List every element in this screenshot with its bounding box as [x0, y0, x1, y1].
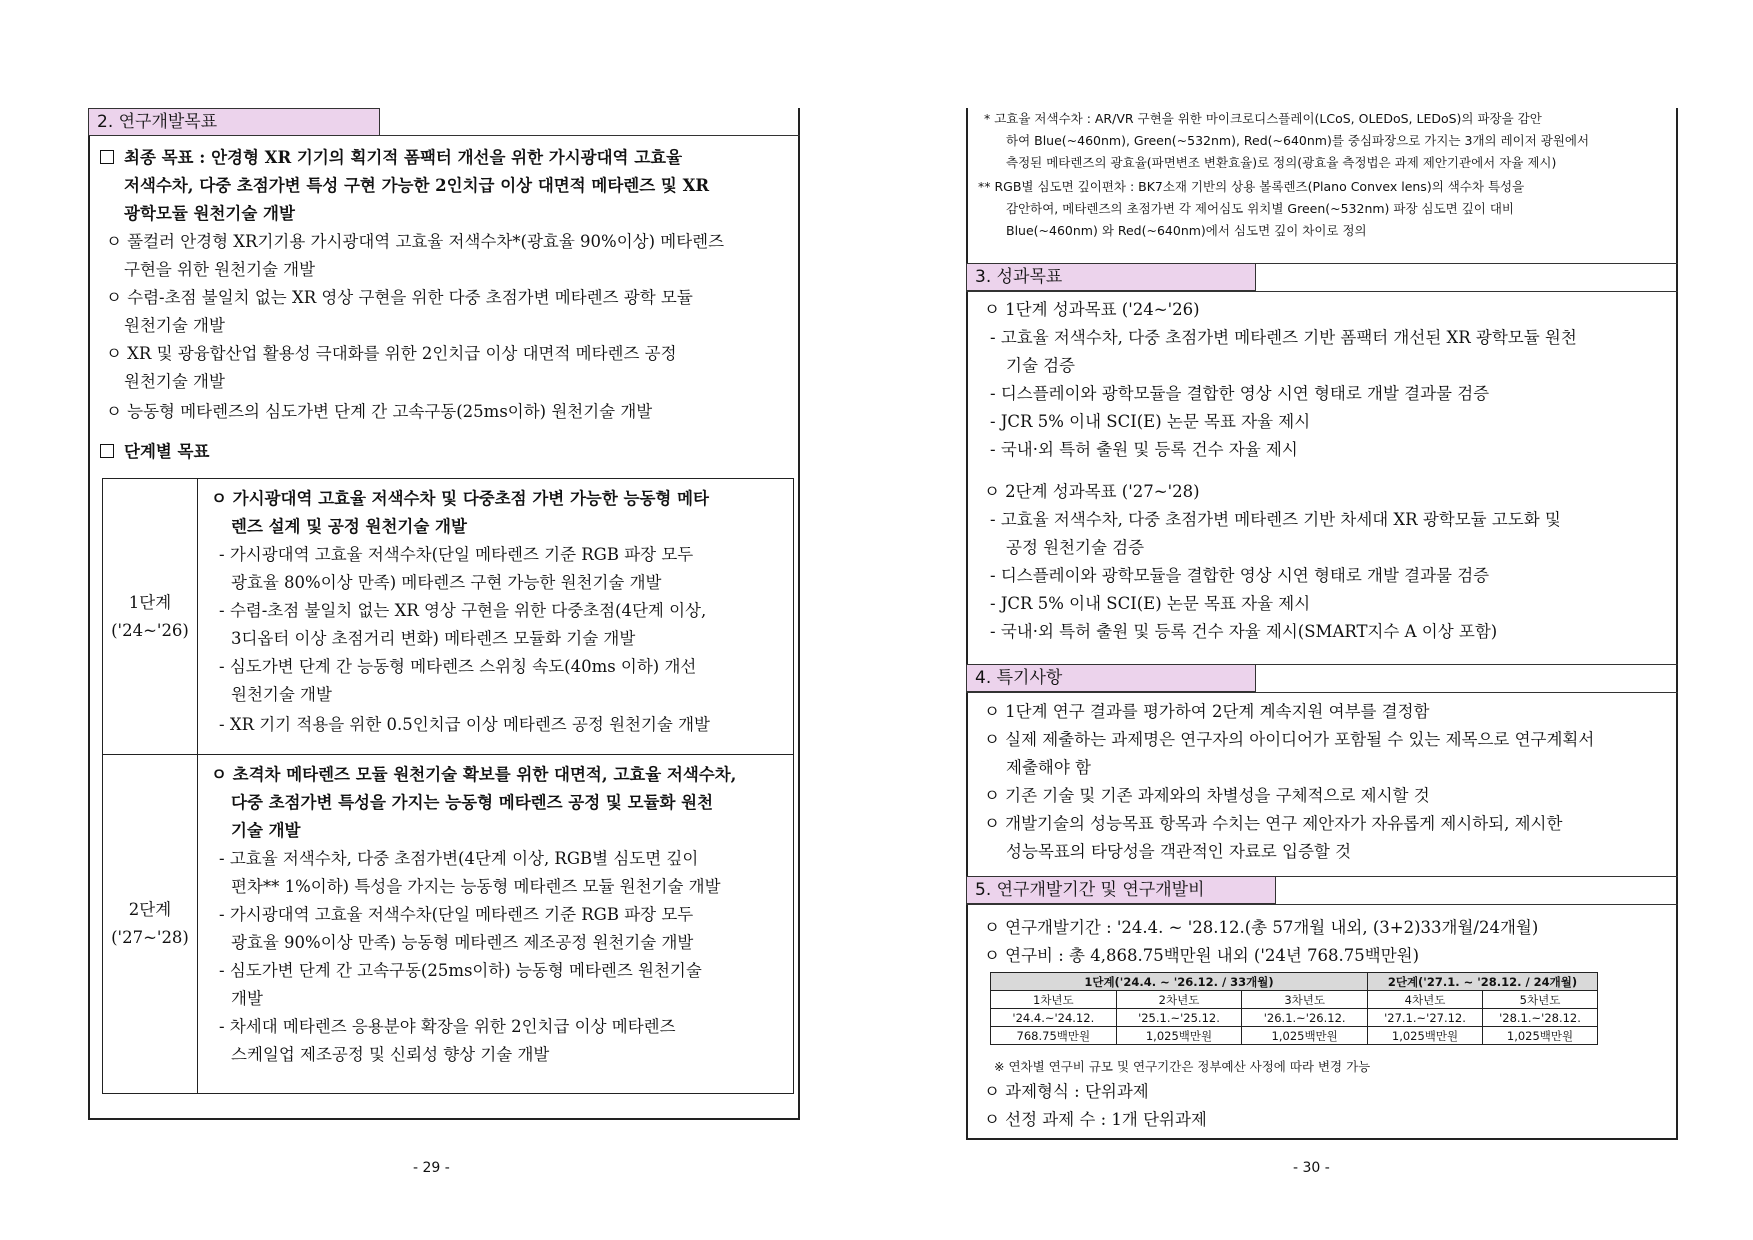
- goal-item: ㅇ 능동형 메타렌즈의 심도가변 단계 간 고속구동(25ms이하) 원천기술 개발: [106, 402, 653, 421]
- stage-2-line: - 심도가변 단계 간 고속구동(25ms이하) 능동형 메타렌즈 원천기술: [219, 961, 702, 980]
- stage-1-period: ('24~'26): [111, 620, 189, 640]
- stage-1-row: [103, 479, 793, 755]
- stage-2-line: 기술 개발: [231, 821, 301, 840]
- section-4-title: 4. 특기사항: [966, 664, 1256, 692]
- goal-item-cont: 원천기술 개발: [124, 316, 225, 335]
- special-note-line: 성능목표의 타당성을 객관적인 자료로 입증할 것: [1006, 842, 1352, 861]
- stage-1-line: - 심도가변 단계 간 능동형 메타렌즈 스위칭 속도(40ms 이하) 개선: [219, 657, 697, 676]
- task-type-line: ㅇ 과제형식 : 단위과제: [984, 1082, 1149, 1101]
- special-note-line: ㅇ 개발기술의 성능목표 항목과 수치는 연구 제안자가 자유롭게 제시하되, 제시한: [984, 814, 1563, 833]
- budget-year-cell: 2차년도: [1116, 991, 1242, 1009]
- right-page: [966, 108, 1678, 1140]
- section-3-title: 3. 성과목표: [966, 263, 1256, 291]
- budget-period-cell: '25.1.~'25.12.: [1116, 1009, 1242, 1027]
- budget-period-cell: '26.1.~'26.12.: [1242, 1009, 1368, 1027]
- stage-1-line: ㅇ 가시광대역 고효율 저색수차 및 다중초점 가변 가능한 능동형 메타: [211, 489, 709, 508]
- stage-1-line: 원천기술 개발: [231, 685, 332, 704]
- stage-1-line: - 가시광대역 고효율 저색수차(단일 메타렌즈 기준 RGB 파장 모두: [219, 545, 694, 564]
- outcome-line: - 디스플레이와 광학모듈을 결합한 영상 시연 형태로 개발 결과물 검증: [990, 384, 1490, 403]
- outcome-line: 공정 원천기술 검증: [1006, 538, 1145, 557]
- stage-goals-table: [102, 478, 794, 1094]
- stage-2-line: - 고효율 저색수차, 다중 초점가변(4단계 이상, RGB별 심도면 깊이: [219, 849, 699, 868]
- stage-1-line: 3디옵터 이상 초점거리 변화) 메타렌즈 모듈화 기술 개발: [231, 629, 636, 648]
- special-note-line: ㅇ 기존 기술 및 기존 과제와의 차별성을 구체적으로 제시할 것: [984, 786, 1430, 805]
- stage-2-line: 편차** 1%이하) 특성을 가지는 능동형 메타렌즈 모듈 원천기술 개발: [231, 877, 721, 896]
- stage-goal-heading: 단계별 목표: [100, 438, 209, 466]
- left-frame-border-bottom: [88, 1118, 800, 1120]
- section-divider: [966, 904, 1678, 905]
- budget-year-cell: 1차년도: [991, 991, 1117, 1009]
- budget-years-row: [991, 991, 1598, 1009]
- stage-2-label: 2단계: [128, 900, 172, 919]
- stage-1-label-cell: [103, 479, 198, 754]
- stage-2-label-cell: [103, 755, 198, 1093]
- footnote-line: * 고효율 저색수차 : AR/VR 구현을 위한 마이크로디스플레이(LCoS, OLEDoS, LEDoS)의 파장을 감안: [984, 111, 1542, 126]
- outcome-line: ㅇ 1단계 성과목표 ('24~'26): [984, 300, 1200, 319]
- stage-2-period: ('27~'28): [111, 928, 189, 947]
- page-number-29: - 29 -: [413, 1160, 450, 1176]
- budget-amount-cell: 1,025백만원: [1368, 1027, 1483, 1045]
- section-divider: [966, 291, 1678, 292]
- stage-2-line: - 차세대 메타렌즈 응용분야 확장을 위한 2인치급 이상 메타렌즈: [219, 1017, 676, 1036]
- special-note-line: 제출해야 함: [1006, 758, 1091, 777]
- stage-2-body: [197, 755, 793, 1093]
- goal-item-cont: 원천기술 개발: [124, 372, 225, 391]
- stage-1-body: [197, 479, 793, 754]
- goal-item: ㅇ 풀컬러 안경형 XR기기용 가시광대역 고효율 저색수차*(광효율 90%이상) 메타렌즈: [106, 232, 725, 251]
- goal-item: ㅇ XR 및 광융합산업 활용성 극대화를 위한 2인치급 이상 대면적 메타렌즈 공정: [106, 344, 677, 363]
- task-count-line: ㅇ 선정 과제 수 : 1개 단위과제: [984, 1110, 1207, 1129]
- footnote-line: 하여 Blue(~460nm), Green(~532nm), Red(~640nm)를 중심파장으로 가지는 3개의 레이저 광원에서: [1006, 133, 1590, 148]
- outcome-line: - 고효율 저색수차, 다중 초점가변 메타렌즈 기반 폼팩터 개선된 XR 광학모듈 원천: [990, 328, 1577, 347]
- footnote-line: 측정된 메타렌즈의 광효율(파면변조 변환효율)로 정의(광효율 측정법은 과제 제안기관에서 자율 제시): [1006, 155, 1557, 170]
- checkbox-square-icon: [100, 150, 114, 164]
- left-frame-border: [88, 108, 90, 1120]
- outcome-line: ㅇ 2단계 성과목표 ('27~'28): [984, 482, 1200, 501]
- outcome-line: - 디스플레이와 광학모듈을 결합한 영상 시연 형태로 개발 결과물 검증: [990, 566, 1490, 585]
- budget-amount-cell: 768.75백만원: [991, 1027, 1117, 1045]
- left-page: [88, 108, 800, 1120]
- outcome-line: - 국내·외 특허 출원 및 등록 건수 자율 제시: [990, 440, 1298, 459]
- goal-item-cont: 구현을 위한 원천기술 개발: [124, 260, 316, 279]
- budget-stage-1-header: 1단계('24.4. ~ '26.12. / 33개월): [991, 973, 1368, 991]
- section-2-title: 2. 연구개발목표: [88, 108, 380, 136]
- budget-line: ㅇ 연구비 : 총 4,868.75백만원 내외 ('24년 768.75백만원): [984, 946, 1420, 965]
- final-goal-line-1: 최종 목표 : 안경형 XR 기기의 획기적 폼팩터 개선을 위한 가시광대역 고효율: [100, 144, 682, 172]
- budget-periods-row: [991, 1009, 1598, 1027]
- stage-1-line: - XR 기기 적용을 위한 0.5인치급 이상 메타렌즈 공정 원천기술 개발: [219, 715, 710, 734]
- final-goal-line-3: 광학모듈 원천기술 개발: [124, 204, 295, 223]
- stage-2-line: - 가시광대역 고효율 저색수차(단일 메타렌즈 기준 RGB 파장 모두: [219, 905, 694, 924]
- section-divider: [88, 135, 800, 136]
- left-frame-border-right: [798, 108, 800, 1120]
- budget-amount-cell: 1,025백만원: [1483, 1027, 1598, 1045]
- stage-1-line: - 수렴-초점 불일치 없는 XR 영상 구현을 위한 다중초점(4단계 이상,: [219, 601, 707, 620]
- checkbox-square-icon: [100, 444, 114, 458]
- stage-2-line: ㅇ 초격차 메타렌즈 모듈 원천기술 확보를 위한 대면적, 고효율 저색수차,: [211, 765, 737, 784]
- budget-period-cell: '24.4.~'24.12.: [991, 1009, 1117, 1027]
- budget-table: [990, 972, 1598, 1045]
- budget-stage-2-header: 2단계('27.1. ~ '28.12. / 24개월): [1368, 973, 1598, 991]
- stage-2-line: 광효율 90%이상 만족) 능동형 메타렌즈 제조공정 원천기술 개발: [231, 933, 694, 952]
- outcome-line: - 국내·외 특허 출원 및 등록 건수 자율 제시(SMART지수 A 이상 포함): [990, 622, 1498, 641]
- budget-period-cell: '28.1.~'28.12.: [1483, 1009, 1598, 1027]
- outcome-line: - JCR 5% 이내 SCI(E) 논문 목표 자율 제시: [990, 594, 1311, 613]
- budget-year-cell: 4차년도: [1368, 991, 1483, 1009]
- budget-year-cell: 3차년도: [1242, 991, 1368, 1009]
- section-5-title: 5. 연구개발기간 및 연구개발비: [966, 876, 1276, 904]
- stage-2-line: 다중 초점가변 특성을 가지는 능동형 메타렌즈 공정 및 모듈화 원천: [231, 793, 714, 812]
- stage-2-line: 스케일업 제조공정 및 신뢰성 향상 기술 개발: [231, 1045, 550, 1064]
- budget-year-cell: 5차년도: [1483, 991, 1598, 1009]
- section-divider: [966, 692, 1678, 693]
- goal-item: ㅇ 수렴-초점 불일치 없는 XR 영상 구현을 위한 다중 초점가변 메타렌즈 광학 모듈: [106, 288, 693, 307]
- budget-amounts-row: [991, 1027, 1598, 1045]
- budget-stage-header-row: [991, 973, 1598, 991]
- budget-period-cell: '27.1.~'27.12.: [1368, 1009, 1483, 1027]
- period-line: ㅇ 연구개발기간 : '24.4. ~ '28.12.(총 57개월 내외, (3+2)33개월/24개월): [984, 918, 1539, 937]
- stage-2-row: [103, 755, 793, 1093]
- page-number-30: - 30 -: [1293, 1160, 1330, 1176]
- stage-1-line: 광효율 80%이상 만족) 메타렌즈 구현 가능한 원천기술 개발: [231, 573, 662, 592]
- stage-1-label: 1단계: [128, 592, 172, 612]
- footnote-line: ** RGB별 심도면 깊이편차 : BK7소재 기반의 상용 볼록렌즈(Plano Convex lens)의 색수차 특성을: [978, 179, 1525, 194]
- stage-2-line: 개발: [231, 989, 263, 1008]
- budget-amount-cell: 1,025백만원: [1116, 1027, 1242, 1045]
- right-frame-border-bottom: [966, 1138, 1678, 1140]
- budget-note: ※ 연차별 연구비 규모 및 연구기간은 정부예산 사정에 따라 변경 가능: [994, 1059, 1371, 1074]
- outcome-line: - JCR 5% 이내 SCI(E) 논문 목표 자율 제시: [990, 412, 1311, 431]
- budget-amount-cell: 1,025백만원: [1242, 1027, 1368, 1045]
- outcome-line: 기술 검증: [1006, 356, 1076, 375]
- footnote-line: 감안하여, 메타렌즈의 초점가변 각 제어심도 위치별 Green(~532nm) 파장 심도면 깊이 대비: [1006, 201, 1514, 216]
- outcome-line: - 고효율 저색수차, 다중 초점가변 메타렌즈 기반 차세대 XR 광학모듈 고도화 및: [990, 510, 1561, 529]
- stage-1-line: 렌즈 설계 및 공정 원천기술 개발: [231, 517, 467, 536]
- special-note-line: ㅇ 1단계 연구 결과를 평가하여 2단계 계속지원 여부를 결정함: [984, 702, 1430, 721]
- final-goal-line-2: 저색수차, 다중 초점가변 특성 구현 가능한 2인치급 이상 대면적 메타렌즈 및 XR: [124, 176, 710, 195]
- footnote-line: Blue(~460nm) 와 Red(~640nm)에서 심도면 깊이 차이로 정의: [1006, 223, 1367, 238]
- special-note-line: ㅇ 실제 제출하는 과제명은 연구자의 아이디어가 포함될 수 있는 제목으로 연구계획서: [984, 730, 1595, 749]
